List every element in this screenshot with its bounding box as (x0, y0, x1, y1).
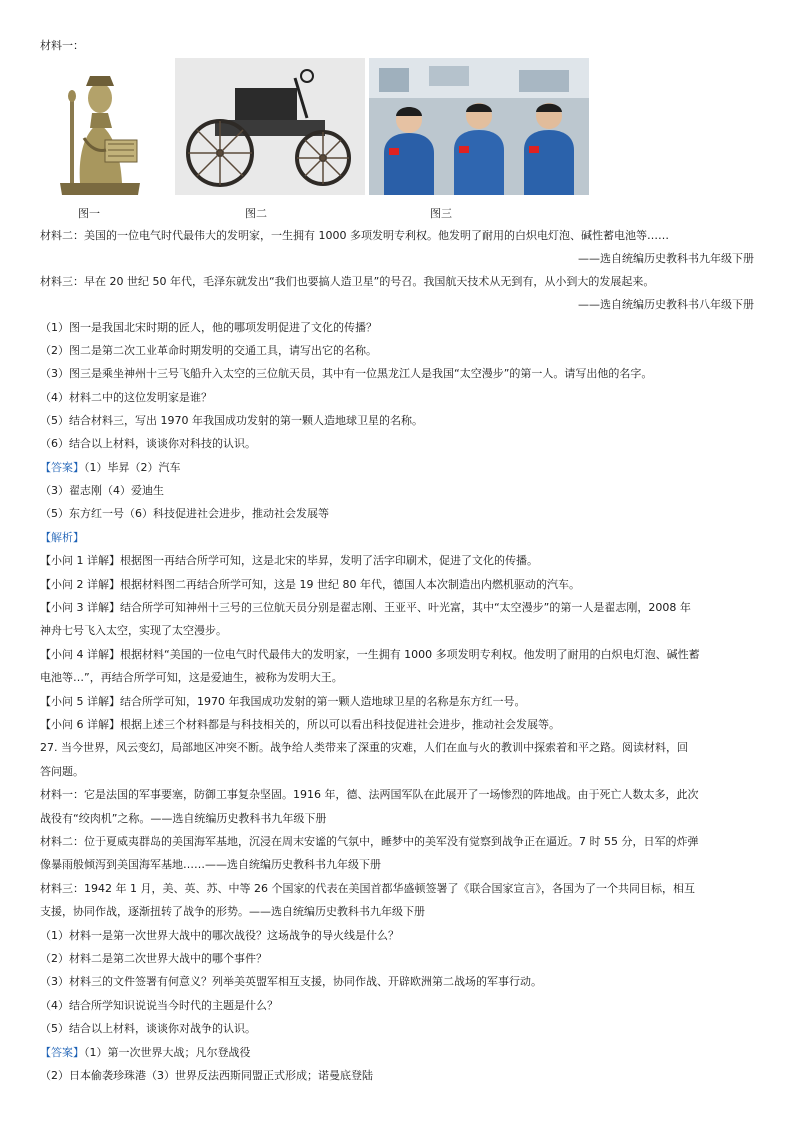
q27-question-4: （4）结合所学知识说说当今时代的主题是什么？ (40, 999, 278, 1012)
q27-question-1: （1）材料一是第一次世界大战中的哪次战役？这场战争的导火线是什么？ (40, 929, 399, 942)
figure-three-caption: 图三 (430, 207, 452, 220)
q27-question-2: （2）材料二是第二次世界大战中的哪个事件？ (40, 952, 267, 965)
question-1-3: （3）图三是乘坐神州十三号飞船升入太空的三位航天员，其中有一位黑龙江人是我国“太空漫步”的第一人。请写出他的名字。 (40, 367, 653, 380)
analysis-q3-a: 【小问 3 详解】结合所学可知神州十三号的三位航天员分别是翟志刚、王亚平、叶光富，其中“太空漫步”的第一人是翟志刚，2008 年 (40, 601, 691, 614)
material-two-source: ——选自统编历史教科书九年级下册 (578, 252, 754, 265)
answer-line-2: （3）翟志刚（4）爱迪生 (40, 484, 164, 497)
q27-material-3-a: 材料三：1942 年 1 月，美、英、苏、中等 26 个国家的代表在美国首都华盛顿签署了《联合国家宣言》，各国为了一个共同目标，相互 (40, 882, 695, 895)
figure-one-caption: 图一 (78, 207, 100, 220)
figure-two-image (175, 58, 365, 195)
analysis-q5: 【小问 5 详解】结合所学可知，1970 年我国成功发射的第一颗人造地球卫星的名称是东方红一号。 (40, 695, 526, 708)
figure-one-image (50, 58, 147, 195)
analysis-tag: 【解析】 (40, 531, 84, 544)
analysis-q1: 【小问 1 详解】根据图一再结合所学可知，这是北宋的毕昇，发明了活字印刷术，促进了文化的传播。 (40, 554, 538, 567)
question-1-5: （5）结合材料三，写出 1970 年我国成功发射的第一颗人造地球卫星的名称。 (40, 414, 423, 427)
q27-answer-line-2: （2）日本偷袭珍珠港（3）世界反法西斯同盟正式形成；诺曼底登陆 (40, 1069, 373, 1082)
q27-material-2-b: 像暴雨般倾泻到美国海军基地……——选自统编历史教科书九年级下册 (40, 858, 381, 871)
question-1-6: （6）结合以上材料，谈谈你对科技的认识。 (40, 437, 256, 450)
answer-text-1: （1）毕昇（2）汽车 (84, 461, 181, 474)
q27-material-1-a: 材料一：它是法国的军事要塞，防御工事复杂坚固。1916 年，德、法两国军队在此展开了一场惨烈的阵地战。由于死亡人数太多，此次 (40, 788, 699, 801)
analysis-q6: 【小问 6 详解】根据上述三个材料都是与科技相关的，所以可以看出科技促进社会进步，推动社会发展等。 (40, 718, 560, 731)
material-three-text: 材料三：早在 20 世纪 50 年代，毛泽东就发出“我们也要搞人造卫星”的号召。我国航天技术从无到有，从小到大的发展起来。 (40, 275, 655, 288)
answer-tag: 【答案】 (40, 461, 84, 474)
analysis-q4-b: 电池等…”，再结合所学可知，这是爱迪生，被称为发明大王。 (40, 671, 343, 684)
material-one-label: 材料一： (40, 39, 84, 52)
question-1-1: （1）图一是我国北宋时期的匠人，他的哪项发明促进了文化的传播？ (40, 321, 377, 334)
q27-intro-b: 答问题。 (40, 765, 84, 778)
analysis-q4-a: 【小问 4 详解】根据材料“美国的一位电气时代最伟大的发明家，一生拥有 1000 多项发明专利权。他发明了耐用的白炽电灯泡、碱性蓄 (40, 648, 700, 661)
material-three-source: ——选自统编历史教科书八年级下册 (578, 298, 754, 311)
answer-line-1 (40, 461, 181, 475)
question-1-4: （4）材料二中的这位发明家是谁？ (40, 391, 212, 404)
answer-line-3: （5）东方红一号（6）科技促进社会进步，推动社会发展等 (40, 507, 329, 520)
q27-material-3-b: 支援，协同作战，逐渐扭转了战争的形势。——选自统编历史教科书九年级下册 (40, 905, 425, 918)
q27-answer-line-1 (40, 1046, 251, 1060)
q27-material-2-a: 材料二：位于夏威夷群岛的美国海军基地，沉浸在周末安谧的气氛中，睡梦中的美军没有觉察到战争正在逼近。7 时 55 分，日军的炸弹 (40, 835, 699, 848)
q27-question-5: （5）结合以上材料，谈谈你对战争的认识。 (40, 1022, 256, 1035)
figure-three-image (369, 58, 589, 195)
q27-material-1-b: 战役有“绞肉机”之称。——选自统编历史教科书九年级下册 (40, 812, 327, 825)
q27-question-3: （3）材料三的文件签署有何意义？列举美英盟军相互支援，协同作战、开辟欧洲第二战场的军事行动。 (40, 975, 542, 988)
analysis-q3-b: 神舟七号飞入太空，实现了太空漫步。 (40, 624, 227, 637)
figure-two-caption: 图二 (245, 207, 267, 220)
question-1-2: （2）图二是第二次工业革命时期发明的交通工具，请写出它的名称。 (40, 344, 377, 357)
q27-intro-a: 27. 当今世界，风云变幻，局部地区冲突不断。战争给人类带来了深重的灾难，人们在血与火的教训中探索着和平之路。阅读材料，回 (40, 741, 688, 754)
analysis-q2: 【小问 2 详解】根据材料图二再结合所学可知，这是 19 世纪 80 年代，德国人本次制造出内燃机驱动的汽车。 (40, 578, 580, 591)
material-two-text: 材料二：美国的一位电气时代最伟大的发明家，一生拥有 1000 多项发明专利权。他发明了耐用的白炽电灯泡、碱性蓄电池等…… (40, 229, 669, 242)
q27-answer-text-1: （1）第一次世界大战；凡尔登战役 (84, 1046, 251, 1059)
q27-answer-tag: 【答案】 (40, 1046, 84, 1059)
